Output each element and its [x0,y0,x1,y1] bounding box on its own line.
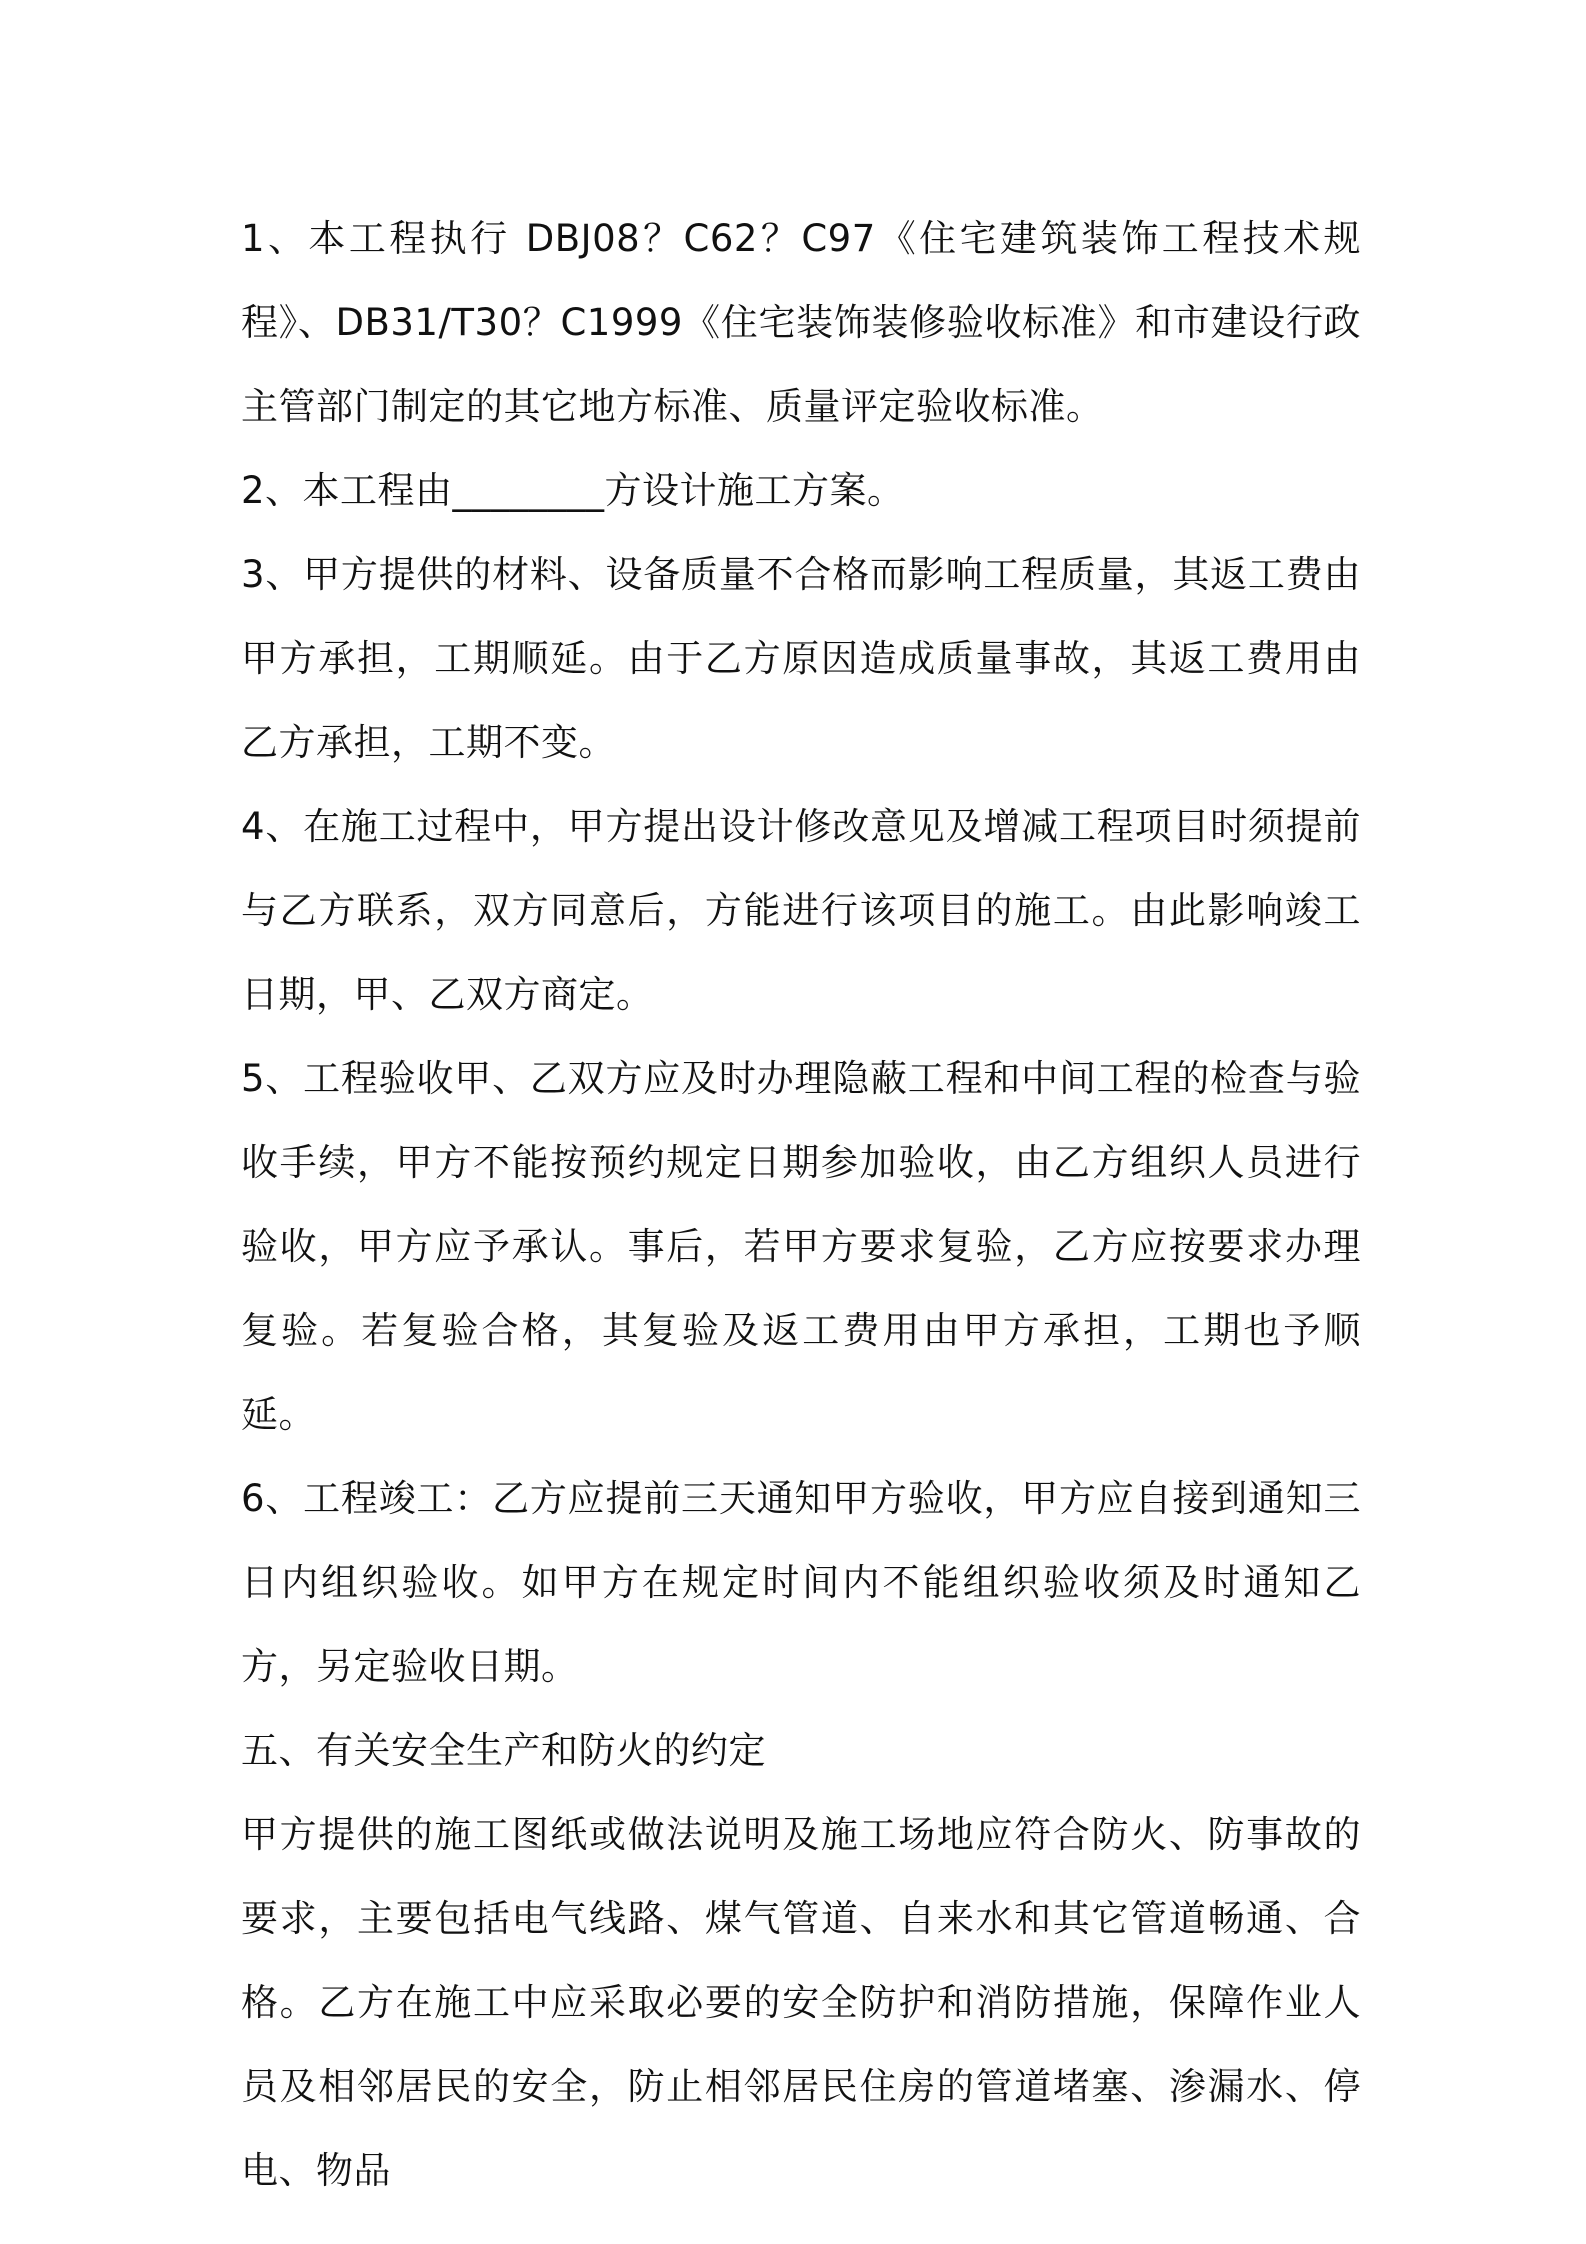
section-paragraph: 甲方提供的施工图纸或做法说明及施工场地应符合防火、防事故的要求，主要包括电气线路、煤气管道、自来水和其它管道畅通、合格。乙方在施工中应采取必要的安全防护和消防措施，保障作业人员及相邻居民的安全，防止相邻居民住房的管道堵塞、渗漏水、停电、物品 [241,1813,1361,2192]
clause-2: 2、本工程由________方设计施工方案。 [241,469,905,512]
section-heading: 五、有关安全生产和防火的约定 [241,1729,766,1772]
document-body [241,197,1361,2213]
clause-3: 3、甲方提供的材料、设备质量不合格而影响工程质量，其返工费由甲方承担，工期顺延。由于乙方原因造成质量事故，其返工费用由乙方承担，工期不变。 [241,553,1361,764]
clause-6: 6、工程竣工：乙方应提前三天通知甲方验收，甲方应自接到通知三日内组织验收。如甲方在规定时间内不能组织验收须及时通知乙方，另定验收日期。 [241,1477,1361,1688]
clause-4: 4、在施工过程中，甲方提出设计修改意见及增减工程项目时须提前与乙方联系，双方同意后，方能进行该项目的施工。由此影响竣工日期，甲、乙双方商定。 [241,805,1361,1016]
clause-5: 5、工程验收甲、乙双方应及时办理隐蔽工程和中间工程的检查与验收手续，甲方不能按预约规定日期参加验收，由乙方组织人员进行验收，甲方应予承认。事后，若甲方要求复验，乙方应按要求办理复验。若复验合格，其复验及返工费用由甲方承担，工期也予顺延。 [241,1057,1361,1436]
clause-1: 1、本工程执行 DBJ08？C62？C97《住宅建筑装饰工程技术规程》、DB31/T30？C1999《住宅装饰装修验收标准》和市建设行政主管部门制定的其它地方标准、质量评定验收标准。 [241,217,1361,428]
